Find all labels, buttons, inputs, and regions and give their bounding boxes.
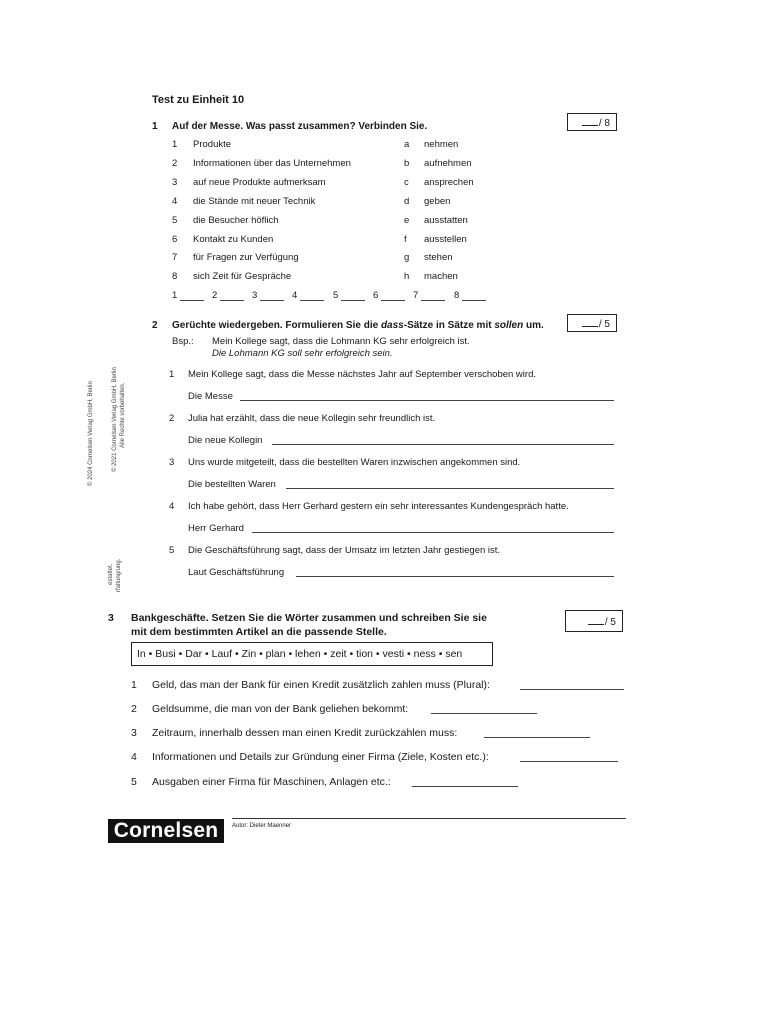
author-credit: Autor: Dieter Maenner [232,823,292,829]
question-text: Mein Kollege sagt, dass die Messe nächstes Jahr auf September verschoben wird. [188,369,536,380]
answer-number: 1 [172,290,178,301]
match-item: die Besucher höflich [193,215,279,226]
answer-number: 8 [454,290,460,301]
match-item: ansprechen [424,177,474,188]
item-number: 5 [172,215,178,226]
answer-blank[interactable] [341,300,365,301]
item-number: 2 [172,158,178,169]
item-letter: h [404,271,410,282]
task3-number: 3 [108,612,114,624]
task3-heading-line2: mit dem bestimmten Artikel an die passende Stelle. [131,626,387,638]
copyright-note: © 2021 Cornelsen Verlag GmbH, Berlin [112,367,118,472]
item-number: 7 [172,252,178,263]
answer-blank[interactable] [220,300,244,301]
question-text: Geld, das man der Bank für einen Kredit zusätzlich zahlen muss (Plural): [152,679,490,691]
copyright-note: © 2024 Cornelsen Verlag GmbH, Berlin [88,381,94,486]
item-number: 6 [172,234,178,245]
answer-blank[interactable] [260,300,284,301]
question-text: Zeitraum, innerhalb dessen man einen Kredit zurückzahlen muss: [152,727,458,739]
item-number: 4 [131,751,137,763]
match-item: stehen [424,252,453,263]
answer-start: Die neue Kollegin [188,435,263,446]
question-text: Uns wurde mitgeteilt, dass die bestellten Waren inzwischen angekommen sind. [188,457,521,468]
answer-number: 4 [292,290,298,301]
item-number: 8 [172,271,178,282]
match-item: ausstellen [424,234,467,245]
answer-number: 5 [333,290,339,301]
item-letter: f [404,234,407,245]
question-text: Ausgaben einer Firma für Maschinen, Anlagen etc.: [152,776,391,788]
match-item: ausstatten [424,215,468,226]
question-text: Ich habe gehört, dass Herr Gerhard gestern ein sehr interessantes Kundengespräch hatte. [188,501,569,512]
match-item: aufnehmen [424,158,472,169]
item-letter: g [404,252,410,263]
question-text: Die Geschäftsführung sagt, dass der Umsatz im letzten Jahr gestiegen ist. [188,545,501,556]
answer-blank[interactable] [180,300,204,301]
item-number: 1 [131,679,137,691]
match-item: Produkte [193,139,232,150]
item-number: 4 [169,501,175,512]
answer-line[interactable] [296,576,614,577]
answer-line[interactable] [431,713,537,714]
answer-start: Herr Gerhard [188,523,244,534]
item-number: 3 [169,457,175,468]
answer-line[interactable] [484,737,590,738]
match-item: Informationen über das Unternehmen [193,158,351,169]
answer-line[interactable] [520,761,618,762]
page-title: Test zu Einheit 10 [152,94,245,106]
example-answer: Die Lohmann KG soll sehr erfolgreich sein. [212,348,393,359]
question-text: Informationen und Details zur Gründung einer Firma (Ziele, Kosten etc.): [152,751,489,763]
heading-part: um. [523,320,544,331]
syllable-box: In • Busi • Dar • Lauf • Zin • plan • lehen • zeit • tion • vesti • ness • sen [131,642,493,666]
item-number: 1 [172,139,178,150]
score-text: / 5 [598,319,610,330]
example-text: Mein Kollege sagt, dass die Lohmann KG sehr erfolgreich ist. [212,336,470,347]
answer-blank[interactable] [300,300,324,301]
item-number: 1 [169,369,175,380]
answer-blank[interactable] [462,300,486,301]
answer-number: 3 [252,290,258,301]
task2-number: 2 [152,320,158,331]
match-item: machen [424,271,458,282]
answer-blank[interactable] [421,300,445,301]
answer-line[interactable] [272,444,614,445]
answer-line[interactable] [412,786,518,787]
task1-number: 1 [152,121,158,132]
rights-note: Alle Rechte vorbehalten. [120,382,126,448]
heading-part: sollen [494,320,524,331]
score-text: / 8 [598,118,610,129]
answer-line[interactable] [240,400,614,401]
cornelsen-logo: Cornelsen [108,819,224,843]
item-letter: e [404,215,410,226]
task1-score-box[interactable] [567,113,617,131]
task3-score-box[interactable] [565,610,623,632]
answer-number: 7 [413,290,419,301]
task2-heading [172,320,544,331]
item-number: 3 [131,727,137,739]
answer-blank[interactable] [381,300,405,301]
match-item: geben [424,196,451,207]
match-item: für Fragen zur Verfügung [193,252,299,263]
side-note: rfaltung/ung. [116,558,122,592]
match-item: nehmen [424,139,459,150]
answer-number: 2 [212,290,218,301]
item-number: 5 [131,776,137,788]
match-item: auf neue Produkte aufmerksam [193,177,326,188]
item-letter: d [404,196,410,207]
item-number: 4 [172,196,178,207]
question-text: Geldsumme, die man von der Bank geliehen bekommt: [152,703,409,715]
item-number: 3 [172,177,178,188]
heading-part: Gerüchte wiedergeben. Formulieren Sie die [172,320,381,331]
question-text: Julia hat erzählt, dass die neue Kollegin sehr freundlich ist. [188,413,436,424]
item-number: 2 [169,413,175,424]
item-number: 2 [131,703,137,715]
answer-start: Die Messe [188,391,233,402]
side-note: estattet. [108,563,114,585]
task1-heading: Auf der Messe. Was passt zusammen? Verbinden Sie. [172,121,428,132]
match-item: Kontakt zu Kunden [193,234,274,245]
score-text: / 5 [604,617,616,628]
match-item: sich Zeit für Gespräche [193,271,292,282]
answer-line[interactable] [520,689,624,690]
answer-start: Die bestellten Waren [188,479,276,490]
heading-part: -Sätze in Sätze mit [403,320,495,331]
footer-divider [232,818,626,819]
item-number: 5 [169,545,175,556]
heading-part: dass [380,320,404,331]
answer-start: Laut Geschäftsführung [188,567,285,578]
item-letter: a [404,139,410,150]
answer-line[interactable] [286,488,614,489]
answer-number: 6 [373,290,379,301]
match-item: die Stände mit neuer Technik [193,196,316,207]
task3-heading-line1: Bankgeschäfte. Setzen Sie die Wörter zusammen und schreiben Sie sie [131,612,487,624]
item-letter: b [404,158,410,169]
task2-score-box[interactable] [567,314,617,332]
item-letter: c [404,177,409,188]
answer-line[interactable] [252,532,614,533]
example-label: Bsp.: [172,336,194,347]
